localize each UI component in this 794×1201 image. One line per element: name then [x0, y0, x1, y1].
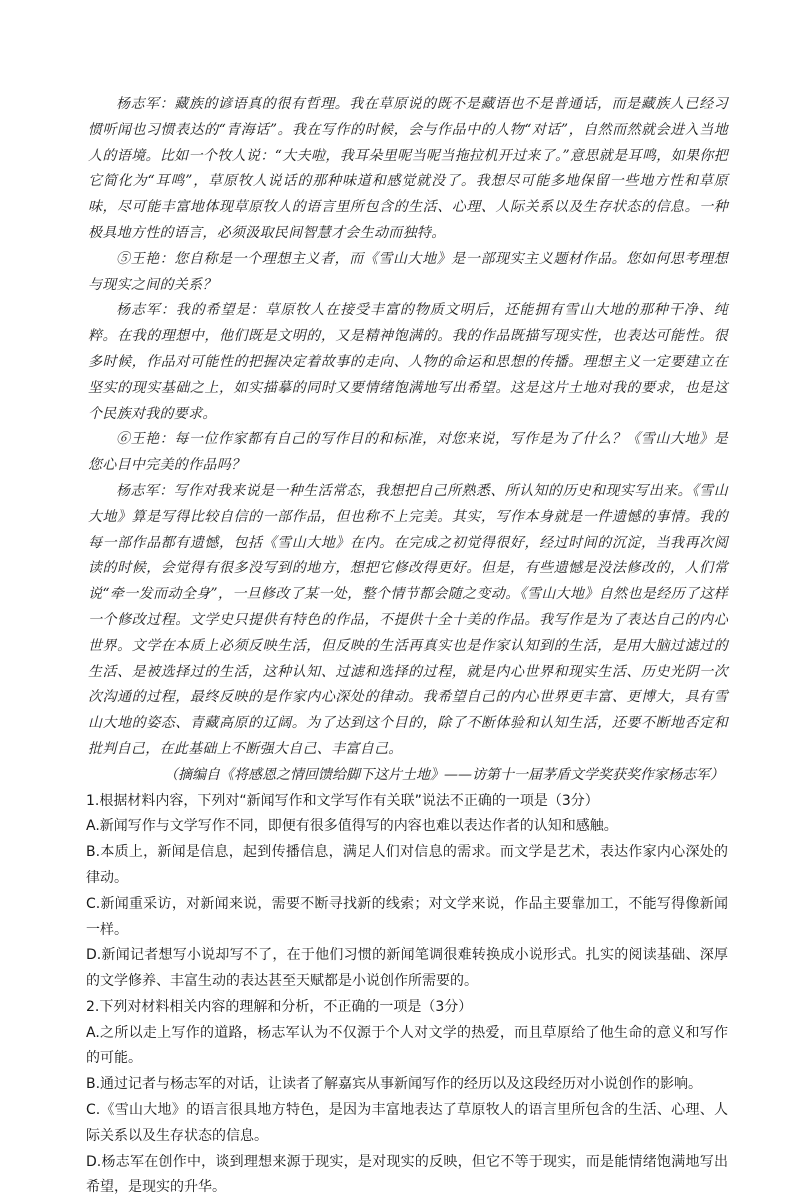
question-option-d[interactable]: D.新闻记者想写小说却写不了，在于他们习惯的新闻笔调很难转换成小说形式。扎实的阅读基础、深厚的文学修养、丰富生动的表达甚至天赋都是小说创作所需要的。	[86, 947, 728, 990]
interview-answer-ideals: 杨志军：我的希望是：草原牧人在接受丰富的物质文明后，还能拥有雪山大地的那种干净、纯粹。在我的理想中，他们既是文明的，又是精神饱满的。我的作品既描写现实性，也表达可能性。很多时候，作品对可能性的把握决定着故事的走向、人物的命运和思想的传播。理想主义一定要建立在坚实的现实基础之上，如实描摹的同时又要情绪饱满地写出希望。这是这片土地对我的要求，也是这个民族对我的要求。	[88, 302, 728, 422]
interview-question-6: ⑥王艳：每一位作家都有自己的写作目的和标准，对您来说，写作是为了什么？《雪山大地》是您心目中完美的作品吗？	[88, 431, 728, 474]
source-citation: （摘编自《将感恩之情回馈给脚下这片土地》——访第十一届茅盾文学奖获奖作家杨志军）	[164, 766, 724, 783]
question-1	[88, 789, 728, 995]
question-stem: 2.下列对材料相关内容的理解和分析，不正确的一项是（3分）	[86, 998, 473, 1015]
interview-question-5: ⑤王艳：您自称是一个理想主义者，而《雪山大地》是一部现实主义题材作品。您如何思考理想与现实之间的关系？	[88, 250, 728, 293]
question-option-b[interactable]: B.本质上，新闻是信息，起到传播信息，满足人们对信息的需求。而文学是艺术，表达作家内心深处的律动。	[86, 844, 728, 886]
question-option-a[interactable]: A.新闻写作与文学写作不同，即便有很多值得写的内容也难以表达作者的认知和感触。	[86, 818, 618, 835]
question-option-c[interactable]: C.新闻重采访，对新闻来说，需要不断寻找新的线索；对文学来说，作品主要靠加工，不能写得像新闻一样。	[86, 895, 728, 938]
document-page	[88, 92, 728, 1201]
question-option-d[interactable]: D.杨志军在创作中，谈到理想来源于现实，是对现实的反映，但它不等于现实，而是能情绪饱满地写出希望，是现实的升华。	[86, 1153, 728, 1196]
question-option-b[interactable]: B.通过记者与杨志军的对话，让读者了解嘉宾从事新闻写作的经历以及这段经历对小说创作的影响。	[86, 1076, 703, 1093]
question-option-a[interactable]: A.之所以走上写作的道路，杨志军认为不仅源于个人对文学的热爱，而且草原给了他生命的意义和写作的可能。	[86, 1024, 728, 1067]
question-option-c[interactable]: C.《雪山大地》的语言很具地方特色，是因为丰富地表达了草原牧人的语言里所包含的生活、心理、人际关系以及生存状态的信息。	[86, 1102, 728, 1144]
interview-answer-writing: 杨志军：写作对我来说是一种生活常态，我想把自己所熟悉、所认知的历史和现实写出来。《雪山大地》算是写得比较自信的一部作品，但也称不上完美。其实，写作本身就是一件遗憾的事情。我的每一部作品都有遗憾，包括《雪山大地》在内。在完成之初觉得很好，经过时间的沉淀，当我再次阅读的时候，会觉得有很多没写到的地方，想把它修改得更好。但是，有些遗憾是没法修改的，人们常说“牵一发而动全身”，一旦修改了某一处，整个情节都会随之变动。《雪山大地》自然也是经历了这样一个修改过程。文学史只提供有特色的作品，不提供十全十美的作品。我写作是为了表达自己的内心世界。文学在本质上必须反映生活，但反映的生活再真实也是作家认知到的生活，是用大脑过滤过的生活、是被选择过的生活，这种认知、过滤和选择的过程，就是内心世界和现实生活、历史光阴一次次沟通的过程，最终反映的是作家内心深处的律动。我希望自己的内心世界更丰富、更博大，具有雪山大地的姿态、青藏高原的辽阔。为了达到这个目的，除了不断体验和认知生活，还要不断地否定和批判自己，在此基础上不断强大自己、丰富自己。	[88, 482, 728, 757]
question-2	[88, 995, 728, 1201]
interview-answer-dialect: 杨志军：藏族的谚语真的很有哲理。我在草原说的既不是藏语也不是普通话，而是藏族人已经习惯听闻也习惯表达的“青海话”。我在写作的时候，会与作品中的人物“对话”，自然而然就会进入当地人的语境。比如一个牧人说：“大夫啦，我耳朵里呢当呢当拖拉机开过来了。”意思就是耳鸣，如果你把它简化为“耳鸣”，草原牧人说话的那种味道和感觉就没了。我想尽可能多地保留一些地方性和草原味，尽可能丰富地体现草原牧人的语言里所包含的生活、心理、人际关系以及生存状态的信息。一种极具地方性的语言，必须汲取民间智慧才会生动而独特。	[88, 96, 728, 241]
question-stem: 1.根据材料内容，下列对“新闻写作和文学写作有关联”说法不正确的一项是（3分）	[86, 792, 599, 809]
